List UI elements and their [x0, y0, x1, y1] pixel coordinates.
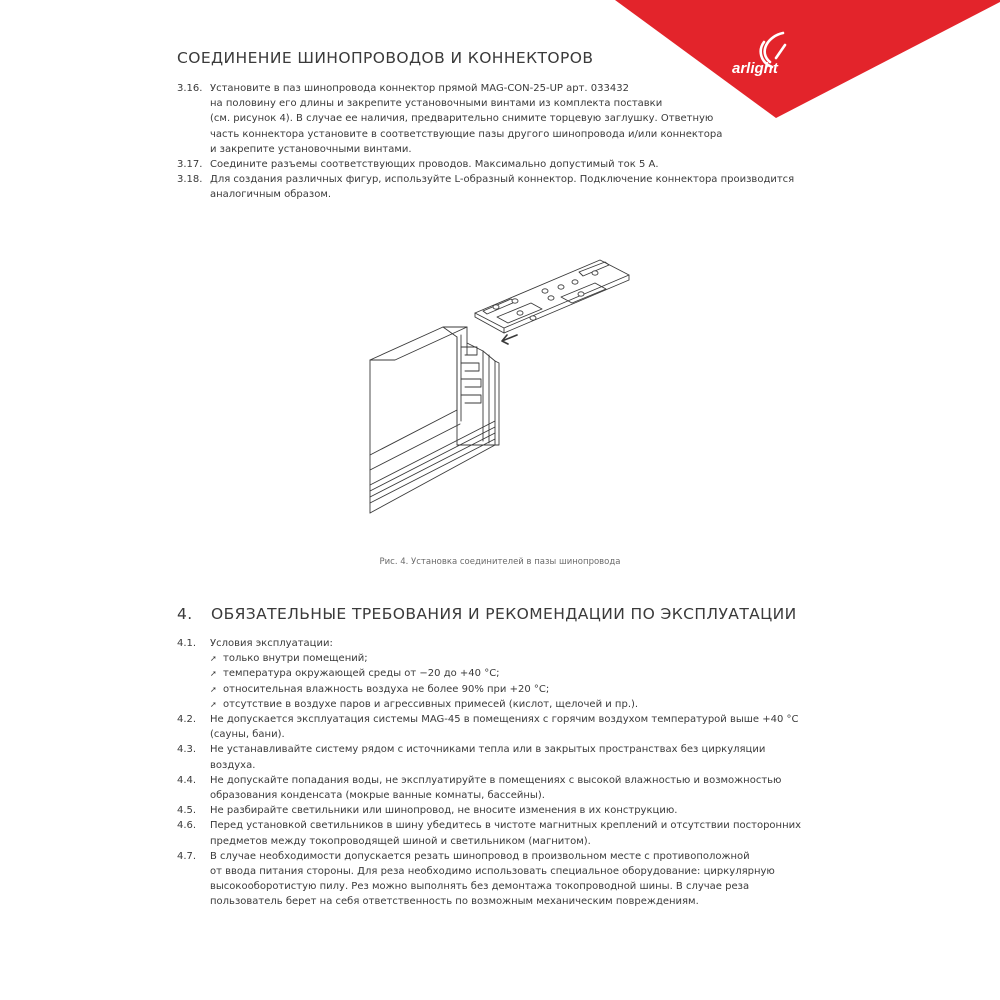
- list-item: [177, 773, 801, 803]
- item-number: 4.3.: [177, 744, 197, 756]
- section-4-title: ОБЯЗАТЕЛЬНЫЕ ТРЕБОВАНИЯ И РЕКОМЕНДАЦИИ ПО ЭКСПЛУАТАЦИИ: [211, 605, 797, 623]
- item-text: В случае необходимости допускается резать шинопровод в произвольном месте с противоположной от ввода питания стороны. Для реза необходимо использовать специальное оборудование: циркулярную высокооборотистую пилу. Рез можно выполнять без демонтажа токопроводной шины. В случае реза пользователь берет на себя ответственность по возможным механическим повреждениям.: [210, 850, 775, 908]
- item-number: 4.4.: [177, 774, 197, 786]
- item-text: Для создания различных фигур, используйте L-образный коннектор. Подключение коннектора производится аналогичным образом.: [210, 174, 795, 201]
- item-text: Соедините разъемы соответствующих проводов. Максимально допустимый ток 5 А.: [210, 159, 659, 171]
- arlight-logo-text: arlight: [732, 60, 778, 77]
- item-number: 3.17.: [177, 159, 203, 171]
- item-number: 3.18.: [177, 174, 203, 186]
- item-text: Установите в паз шинопровода коннектор прямой MAG-CON-25-UP арт. 033432 на половину его длины и закрепите установочными винтами из комплекта поставки (см. рисунок 4). В случае ее наличия, предварительно снимите торцевую заглушку. Ответную часть коннектора установите в соответствующие пазы другого шинопровода и/или коннектора и закрепите установочными винтами.: [210, 83, 723, 155]
- item-number: 4.5.: [177, 805, 197, 817]
- list-item: [177, 803, 801, 818]
- bullet-text: отсутствие в воздухе паров и агрессивных примесей (кислот, щелочей и пр.).: [223, 698, 639, 710]
- item-text: Не допускайте попадания воды, не эксплуатируйте в помещениях с высокой влажностью и возможностью образования конденсата (мокрые ванные комнаты, бассейны).: [210, 774, 782, 802]
- list-item: [177, 712, 801, 742]
- item-text: Перед установкой светильников в шину убедитесь в чистоте магнитных креплений и отсутствии посторонних предметов между токопроводящей шиной и светильником (магнитом).: [210, 820, 802, 847]
- section-3-items: [177, 81, 794, 203]
- condition-bullet: [210, 666, 638, 681]
- list-item: [177, 742, 801, 772]
- figure-caption: Рис. 4. Установка соединителей в пазы шинопровода: [379, 557, 621, 567]
- item-text: Условия эксплуатации:: [210, 638, 333, 649]
- item-text: Не разбирайте светильники или шинопровод, не вносите изменения в их конструкцию.: [210, 805, 678, 817]
- arrow-bullet-icon: ➚: [210, 684, 217, 694]
- busbar-profile-end-face: [443, 327, 495, 445]
- bullet-text: относительная влажность воздуха не более 90% при +20 °С;: [223, 683, 550, 695]
- insert-arrow-icon: [502, 335, 517, 344]
- item-number: 4.7.: [177, 850, 197, 862]
- item-number: 4.2.: [177, 714, 197, 726]
- item-number: 4.6.: [177, 820, 197, 832]
- item-text: Не допускается эксплуатация системы MAG-45 в помещениях с горячим воздухом температурой выше +40 °С (сауны, бани).: [210, 714, 799, 741]
- bullet-text: только внутри помещений;: [223, 653, 368, 665]
- item-number: 3.16.: [177, 83, 203, 94]
- item-number: 4.1.: [177, 638, 197, 649]
- list-item: [177, 636, 801, 712]
- section-3-title: СОЕДИНЕНИЕ ШИНОПРОВОДОВ И КОННЕКТОРОВ: [177, 49, 594, 67]
- conditions-list: [210, 651, 638, 712]
- condition-bullet: [210, 697, 638, 712]
- arrow-bullet-icon: ➚: [210, 669, 217, 679]
- list-item: [177, 172, 794, 202]
- busbar-profile-top: [370, 327, 467, 360]
- list-item: [177, 849, 801, 910]
- list-item: [177, 818, 801, 848]
- list-item: [177, 157, 794, 172]
- figure-4-illustration: [365, 255, 645, 523]
- list-item: [177, 81, 794, 157]
- section-4-items: [177, 636, 801, 910]
- arrow-bullet-icon: ➚: [210, 654, 217, 664]
- bullet-text: температура окружающей среды от −20 до +40 °С;: [223, 668, 500, 680]
- condition-bullet: [210, 651, 638, 666]
- busbar-profile-bottom-edge: [370, 445, 495, 513]
- section-4-number: 4.: [177, 605, 193, 623]
- condition-bullet: [210, 682, 638, 697]
- item-text: Не устанавливайте систему рядом с источниками тепла или в закрытых пространствах без циркуляции воздуха.: [210, 744, 766, 771]
- arrow-bullet-icon: ➚: [210, 699, 217, 709]
